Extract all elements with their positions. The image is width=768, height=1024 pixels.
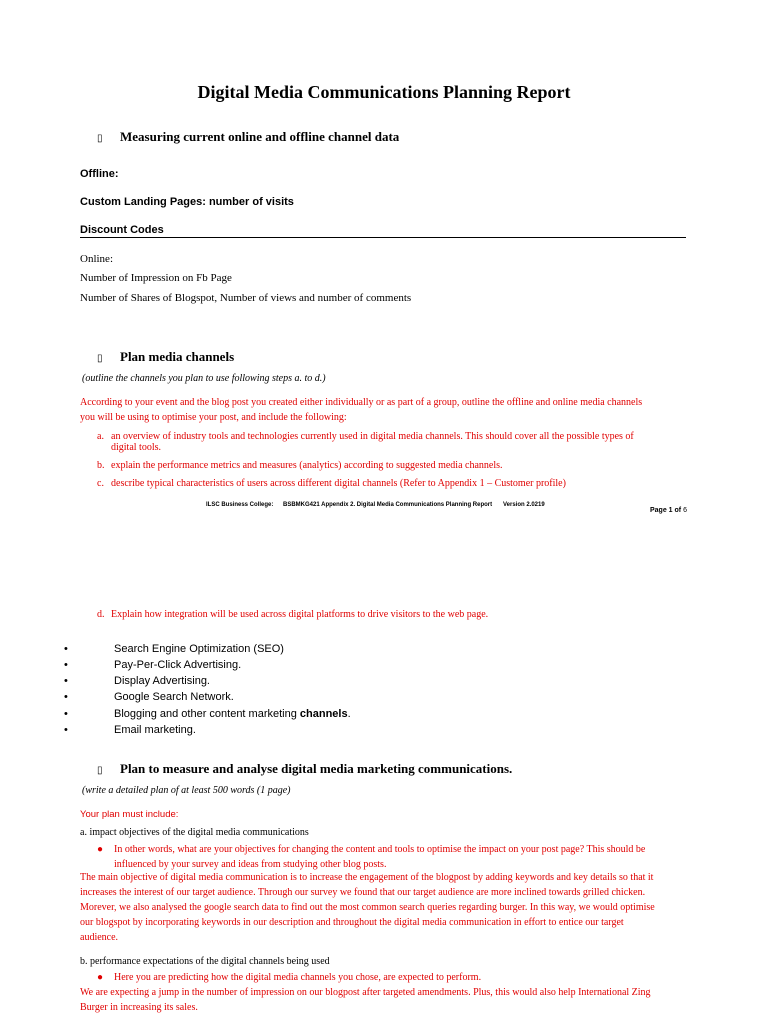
- list-item-line: an overview of industry tools and technologies currently used in digital media channels. This should cover all the possible types of: [111, 431, 634, 442]
- checkbox-bullet-icon: ▯: [97, 353, 103, 364]
- bullet-line: influenced by your survey and ideas from studying other blog posts.: [114, 859, 387, 870]
- list-item-text: [111, 431, 687, 453]
- list-item-line: digital tools.: [111, 442, 161, 453]
- page-prefix: Page 1 of: [650, 507, 682, 514]
- bullet-icon: •: [64, 659, 68, 671]
- channel-text: [114, 708, 351, 720]
- must-include-label: Your plan must include:: [80, 809, 179, 820]
- bullet-line: Here you are predicting how the digital media channels you chose, are expected to perform.: [114, 972, 482, 983]
- bullet-icon: •: [64, 643, 68, 655]
- intro-paragraph: [80, 395, 700, 425]
- checkbox-bullet-icon: ▯: [97, 765, 103, 776]
- online-label: Online:: [80, 253, 113, 265]
- paragraph-line: our blogspot by incorporating keywords in our description and throughout the digital media communication in effort to entice our target: [80, 917, 624, 928]
- channel-text: Google Search Network.: [114, 691, 234, 703]
- paragraph-line: We are expecting a jump in the number of impression on our blogpost after targeted amendments. Plus, this would also help International Zing: [80, 987, 651, 998]
- bullet-icon: •: [64, 708, 68, 720]
- page-title: Digital Media Communications Planning Report: [197, 82, 571, 102]
- section-heading-measure-analyse: [97, 761, 512, 777]
- list-item-number: a.: [97, 431, 104, 442]
- list-item-number: b.: [97, 460, 105, 471]
- subheading-b: b. performance expectations of the digital channels being used: [80, 956, 330, 967]
- channel-text: Email marketing.: [114, 724, 196, 736]
- discount-codes-label: Discount Codes: [80, 224, 164, 236]
- footer-version: Version 2.0219: [503, 502, 545, 508]
- section-note: (outline the channels you plan to use following steps a. to d.): [82, 373, 326, 384]
- page-number: [650, 507, 687, 514]
- channel-text-suffix: .: [347, 708, 351, 720]
- section-heading-plan-media: [97, 349, 234, 365]
- bullet-icon: •: [64, 691, 68, 703]
- shares-text: Number of Shares of Blogspot, Number of views and number of comments: [80, 292, 412, 304]
- section-heading-text: Measuring current online and offline channel data: [120, 129, 400, 144]
- bullet-line: In other words, what are your objectives for changing the content and tools to optimise the impact on your post page? This should be: [114, 844, 646, 855]
- paragraph-line: Burger in increasing its sales.: [80, 1002, 198, 1013]
- subheading-a: a. impact objectives of the digital media communications: [80, 827, 309, 838]
- intro-line: According to your event and the blog post you created either individually or as part of a group, outline the offline and online media channels: [80, 397, 643, 408]
- footer-college: ILSC Business College:: [206, 502, 274, 508]
- paragraph-line: audience.: [80, 932, 119, 943]
- landing-pages-label: Custom Landing Pages: number of visits: [80, 196, 294, 208]
- channel-text: Search Engine Optimization (SEO): [114, 643, 284, 655]
- list-item-text: describe typical characteristics of users across different digital channels (Refer to Appendix 1 – Customer profile): [111, 478, 566, 489]
- channel-text: Pay-Per-Click Advertising.: [114, 659, 242, 671]
- offline-label: Offline:: [80, 168, 119, 180]
- impressions-text: Number of Impression on Fb Page: [80, 272, 232, 284]
- channel-text: Display Advertising.: [114, 675, 210, 687]
- footer-document: BSBMKG421 Appendix 2. Digital Media Communications Planning Report: [283, 502, 493, 508]
- section-note: (write a detailed plan of at least 500 words (1 page): [82, 785, 291, 796]
- section-heading-measuring: [97, 129, 399, 145]
- channel-text-bold: channels: [299, 708, 348, 720]
- page-total: 6: [683, 507, 687, 514]
- list-item-number: c.: [97, 478, 104, 489]
- intro-line: you will be using to optimise your post, and include the following:: [80, 412, 347, 423]
- channel-text-regular: Blogging and other content marketing: [114, 708, 300, 720]
- bullet-a-text: [114, 842, 645, 872]
- list-item-text: Explain how integration will be used across digital platforms to drive visitors to the web page.: [111, 609, 489, 620]
- list-item-number: d.: [97, 609, 105, 620]
- checkbox-bullet-icon: ▯: [97, 133, 103, 144]
- paragraph-line: Morever, we also analysed the google search data to find out the most common search queries regarding burger. In this way, we would optimise: [80, 902, 655, 913]
- horizontal-divider: [80, 237, 686, 238]
- red-bullet-icon: ●: [97, 844, 104, 855]
- paragraph-a: [80, 870, 720, 945]
- red-bullet-icon: ●: [97, 972, 104, 983]
- section-heading-text: Plan media channels: [120, 349, 235, 364]
- section-heading-text: Plan to measure and analyse digital media marketing communications.: [120, 761, 513, 776]
- paragraph-line: increases the interest of our target audience. Through our survey we found that our target audience are more inclined towards grilled chicken.: [80, 887, 646, 898]
- list-item-text: explain the performance metrics and measures (analytics) according to suggested media channels.: [111, 460, 503, 471]
- paragraph-line: The main objective of digital media communication is to increase the engagement of the blogpost by adding keywords and key details so that it: [80, 872, 654, 883]
- paragraph-b: [80, 985, 720, 1015]
- bullet-icon: •: [64, 724, 68, 736]
- bullet-icon: •: [64, 675, 68, 687]
